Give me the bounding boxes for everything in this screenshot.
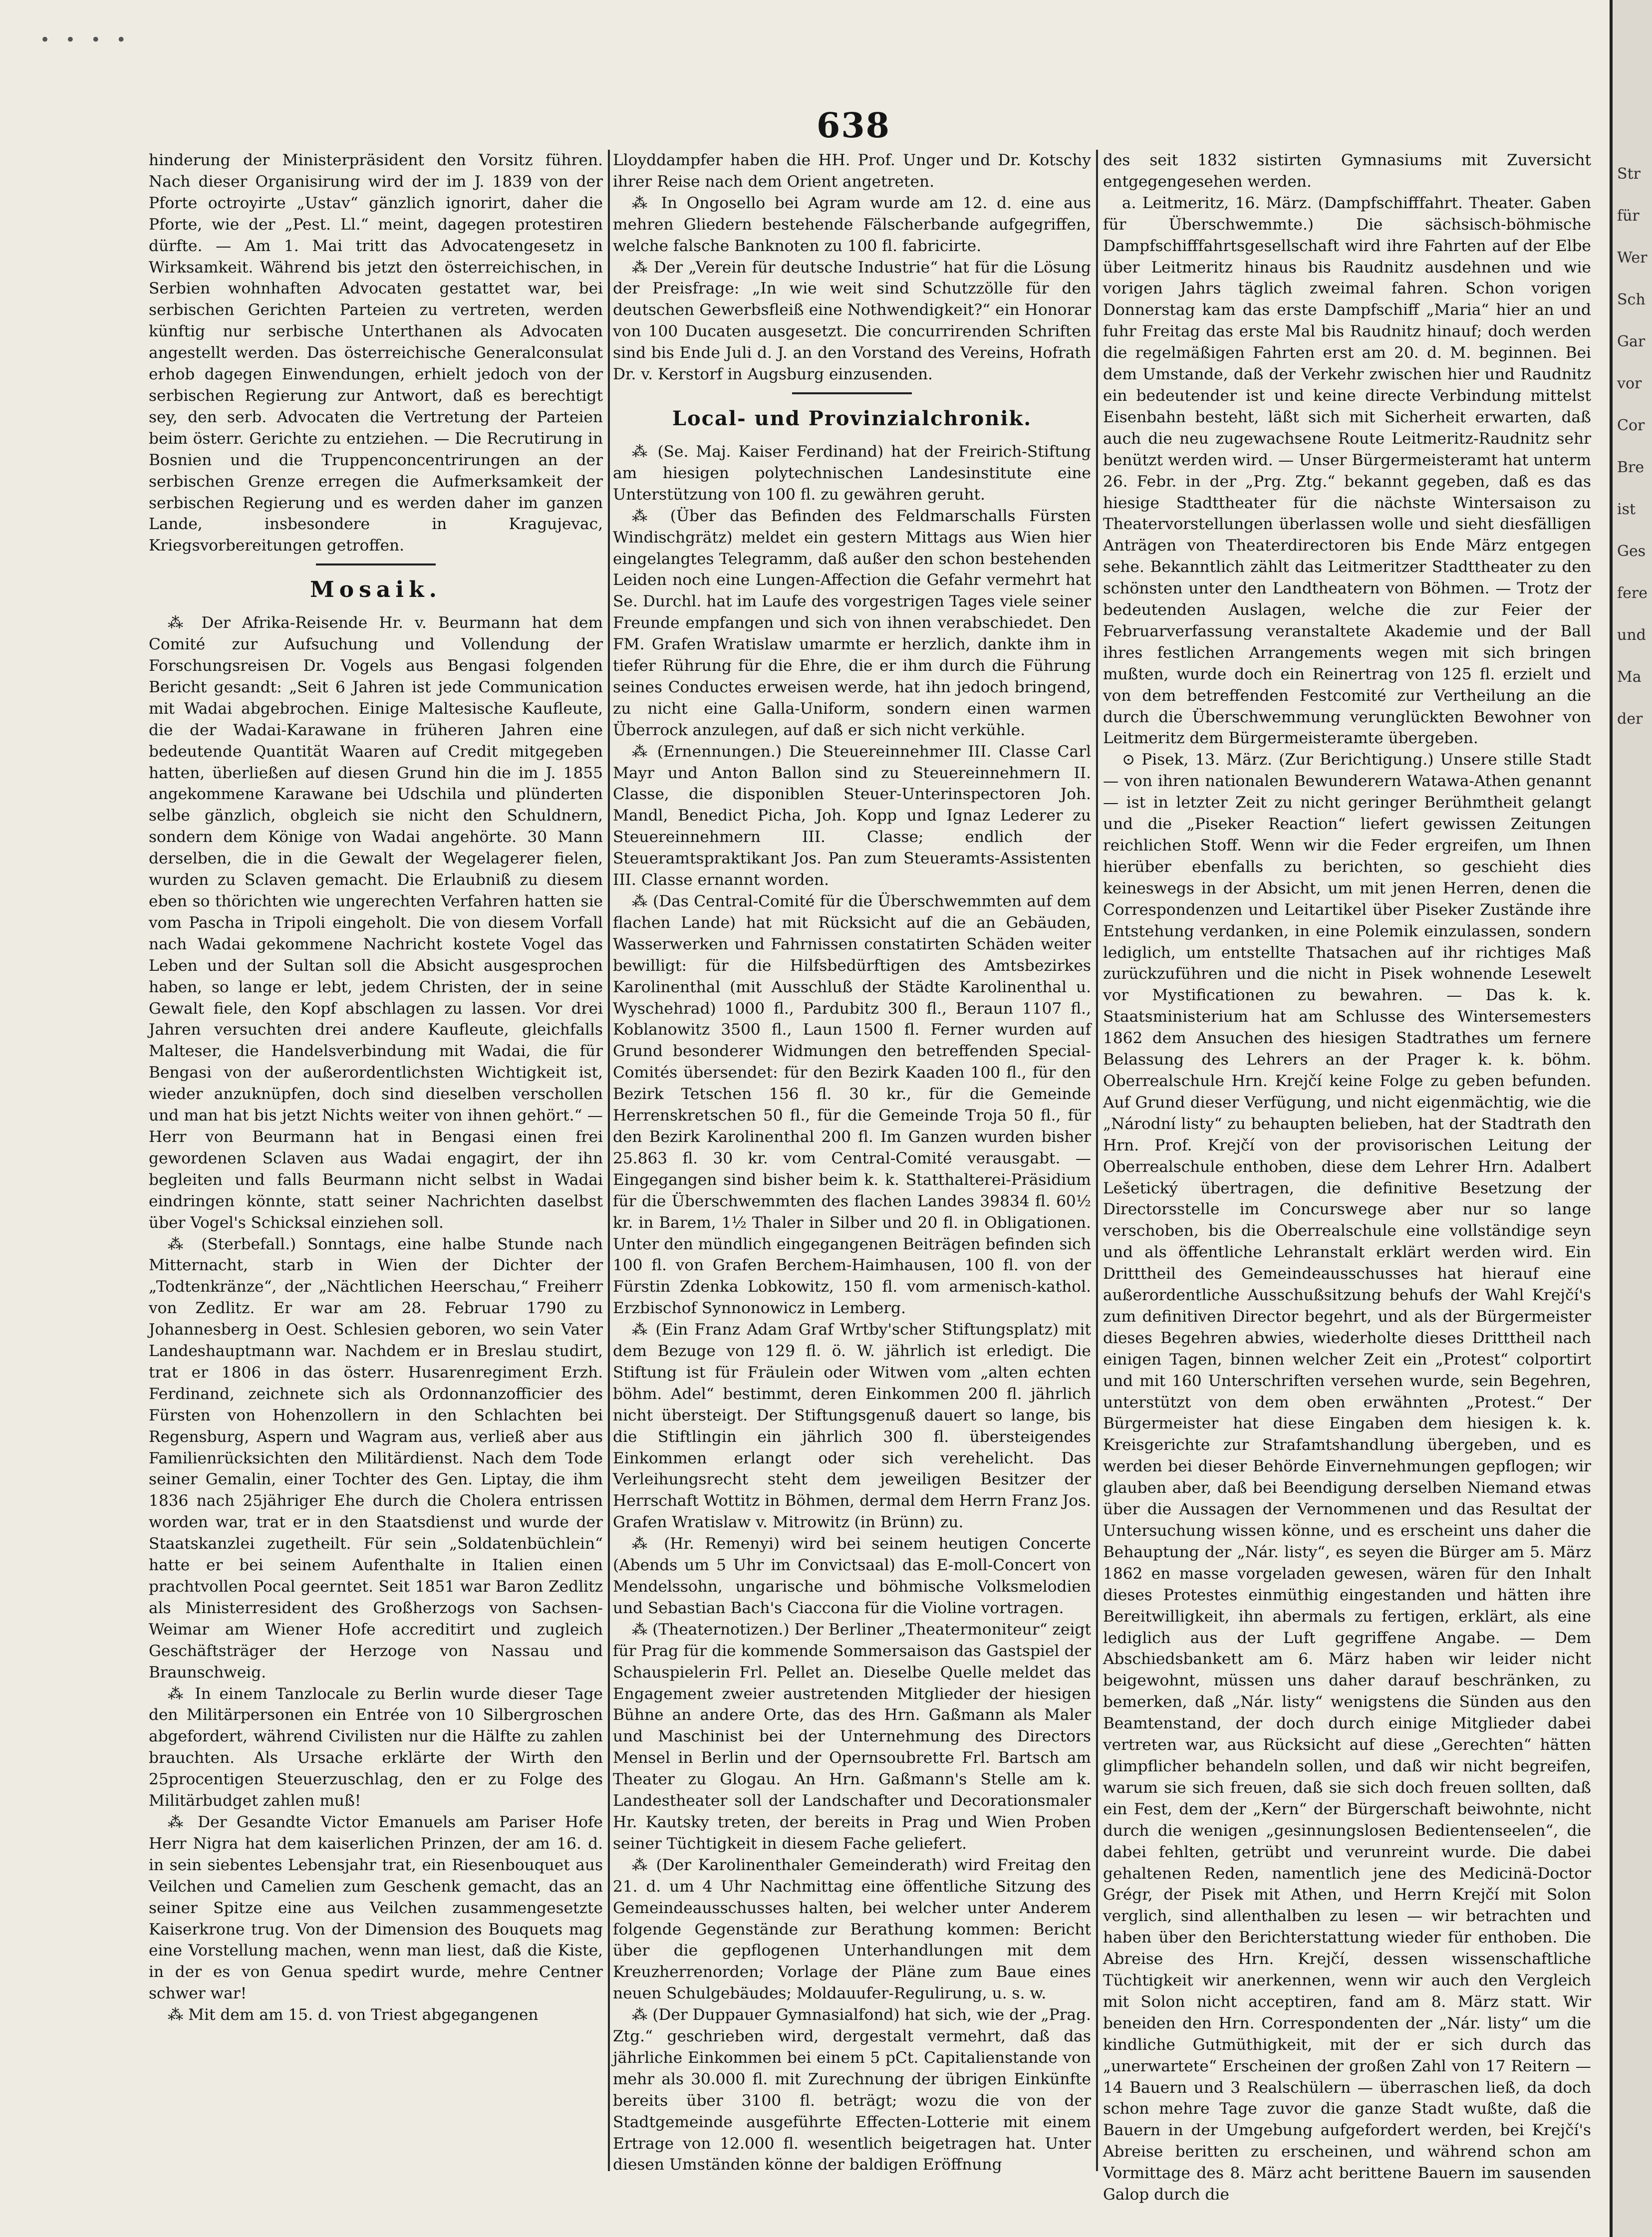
article-paragraph: ⁂ (Hr. Remenyi) wird bei seinem heutigen Concerte (Abends um 5 Uhr im Convictsaal) das E-moll-Concert von Mendelssohn, ungarische und böhmische Volksmelodien und Sebastian Bach's Ciaccona für die Violine vortragen. (613, 1535, 1091, 1617)
section-separator (316, 563, 436, 565)
article-paragraph: ⁂ In Ongosello bei Agram wurde am 12. d. eine aus mehren Gliedern bestehende Fälscherbande aufgegriffen, welche falsche Banknoten zu 100 fl. fabricirte. (613, 194, 1091, 255)
article-paragraph: ⁂ (Über das Befinden des Feldmarschalls Fürsten Windischgrätz) meldet ein gestern Mittags aus Wien hier eingelangtes Telegramm, daß außer den schon bestehenden Leiden noch eine Lungen-Affection die Gefahr vermehrt hat Se. Durchl. hat im Laufe des vorgestrigen Tages viele seiner Freunde empfangen und sich von ihnen verabschiedet. Den FM. Grafen Wratislaw umarmte er herzlich, dankte ihm in tiefer Rührung für die Ehre, die er ihm durch die Führung seines Conductes erweisen werde, hat ihn jedoch bringend, zu nicht eine Galla-Uniform, sondern einen warmen Überrock anzulegen, auf daß er sich nicht verkühle. (613, 507, 1091, 739)
article-paragraph: ⊙ Pisek, 13. März. (Zur Berichtigung.) Unsere stille Stadt — von ihren nationalen Bewunderern Watawa-Athen genannt — ist in letzter Zeit zu nicht geringer Berühmtheit gelangt und die „Piseker Reaction“ liefert gewissen Zeitungen reichlichen Stoff. Wenn wir die Feder ergreifen, um Ihnen hierüber ebenfalls zu berichten, so geschieht dies keineswegs in der Absicht, um mit jenen Herren, denen die Correspondenzen und Leitartikel über Piseker Zustände ihre Entstehung verdanken, in eine Polemik einzulassen, sondern lediglich, um entstellte Thatsachen auf ihr richtiges Maß zurückzuführen und die nicht in Pisek wohnende Lesewelt vor Mystificationen zu bewahren. — Das k. k. Staatsministerium hat am Schlusse des Wintersemesters 1862 dem Ansuchen des hiesigen Stadtrathes um fernere Belassung des Lehrers an der Prager k. k. böhm. Oberrealschule Hrn. Krejčí keine Folge zu geben befunden. Auf Grund dieser Verfügung, und nicht eigenmächtig, wie die „Národní listy“ zu behaupten belieben, hat der Stadtrath den Hrn. Prof. Krejčí von der provisorischen Leitung der Oberrealschule enthoben, diese dem Lehrer Hrn. Adalbert Lešetický übertragen, die definitive Besetzung der Directorsstelle im Concurswege aber nur so lange verschoben, bis die Oberrealschule eine vollständige seyn und als öffentliche Lehranstalt erklärt werden wird. Ein Dritttheil des Gemeindeausschusses hat hierauf eine außerordentliche Ausschußsitzung behufs der Wahl Krejčí's zum definitiven Director begehrt, und als der Bürgermeister dieses Begehren abwies, wiederholte dieses Dritttheil nach einigen Tagen, binnen welcher Zeit ein „Protest“ colportirt und mit 160 Unterschriften versehen wurde, sein Begehren, unterstützt von dem oben erwähnten „Protest.“ Der Bürgermeister hat diese Eingaben dem hiesigen k. k. Kreisgerichte zur Strafamtshandlung übergeben, und es werden bei dieser Behörde Einvernehmungen gepflogen; wir glauben aber, daß bei Beendigung derselben Niemand etwas über die Aussagen der Vernommenen und das Resultat der Untersuchung wissen könne, und es erscheint uns daher die Behauptung der „Nár. listy“, es seyen die Bürger am 5. März 1862 en masse vorgeladen gewesen, wären für den Inhalt dieses Protestes einmüthig eingestanden und hätten ihre Bereitwilligkeit, ihn abermals zu fertigen, erklärt, als eine lediglich aus der Luft gegriffene Angabe. — Dem Abschiedsbankett am 6. März haben wir leider nicht beigewohnt, müssen uns daher darauf beschränken, zu bemerken, daß „Nár. listy“ wenigstens die Sünden aus den Beamtenstand, der doch durch einige Mitglieder dabei vertreten war, aus Rücksicht auf diese „Gerechten“ hätten glimpflicher behandeln sollen, und daß wir nicht begreifen, warum sie sich freuen, daß sie sich doch freuen sollten, daß ein Fest, dem der „Kern“ der Bürgerschaft beiwohnte, nicht durch die wenigen „gesinnungslosen Bedientenseelen“, die dabei fehlten, getrübt und verunreint wurde. Die dabei gehaltenen Reden, namentlich jene des Medicinä-Doctor Grégr, der Pisek mit Athen, und Herrn Krejčí mit Solon verglich, sind allenthalben zu lesen — wir betrachten und haben über den Berichterstattung wieder für enthoben. Die Abreise des Hrn. Krejčí, dessen wissenschaftliche Tüchtigkeit wir anerkennen, wenn wir auch den Vergleich mit Solon nicht acceptiren, fand am 8. März statt. Wir beneiden den Hrn. Correspondenten der „Nár. listy“ um die kindliche Gutmüthigkeit, mit der er sich durch das „unerwartete“ Erscheinen der großen Zahl von 17 Reitern — 14 Bauern und 3 Realschülern — überraschen ließ, da doch schon mehre Tage zuvor die ganze Stadt wußte, daß die Bauern in der Umgebung aufgefordert werden, bei Krejčí's Abreise beritten zu erscheinen, und während schon am Vormittage des 8. März acht berittene Bauern im sausenden Galop durch die (1103, 751, 1591, 2204)
section-heading: Local- und Provinzialchronik. (672, 406, 1032, 430)
edge-fragment: Str (1617, 165, 1641, 183)
column-rule-1 (608, 150, 610, 2171)
article-paragraph: hinderung der Ministerpräsident den Vorsitz führen. Nach dieser Organisirung wird der im J. 1839 von der Pforte octroyirte „Ustav“ gänzlich ignorirt, daher die Pforte, wie der „Pest. Ll.“ meint, dagegen protestiren dürfte. — Am 1. Mai tritt das Advocatengesetz in Wirksamkeit. Während bis jetzt den österreichischen, in Serbien wohnhaften Advocaten gestattet war, bei serbischen Gerichten Parteien zu vertreten, werden künftig nur serbische Unterthanen als Advocaten angestellt werden. Das österreichische Generalconsulat erhob dagegen Einwendungen, erhielt jedoch von der serbischen Regierung zur Antwort, daß es berechtigt sey, den serb. Advocaten die Vertretung der Parteien beim österr. Gerichte zu entziehen. — Die Recrutirung in Bosnien und die Truppenconcentrirungen an der serbischen Grenze erregen die Aufmerksamkeit der serbischen Regierung und es werden daher im ganzen Lande, insbesondere in Kragujevac, Kriegsvorbereitungen getroffen. (149, 151, 603, 555)
article-paragraph: ⁂ (Theaternotizen.) Der Berliner „Theatermoniteur“ zeigt für Prag für die kommende Sommersaison das Gastspiel der Schauspielerin Frl. Pellet an. Dieselbe Quelle meldet das Engagement zweier austretenden Mitglieder der hiesigen Bühne an andere Orte, das des Hrn. Gaßmann als Maler und Maschinist bei der Unternehmung des Directors Mensel in Berlin und der Opernsoubrette Frl. Bartsch am Theater zu Glogau. An Hrn. Gaßmann's Stelle am k. Landestheater soll der Landschafter und Decorationsmaler Hr. Kautsky treten, der bereits in Prag und Wien Proben seiner Tüchtigkeit in diesem Fache geliefert. (613, 1620, 1091, 1853)
article-paragraph: ⁂ Der Gesandte Victor Emanuels am Pariser Hofe Herr Nigra hat dem kaiserlichen Prinzen, der am 16. d. in sein siebentes Lebensjahr trat, ein Riesenbouquet aus Veilchen und Camelien zum Geschenk gemacht, das an seiner Spitze eine aus Veilchen zusammengesetzte Kaiserkrone trug. Von der Dimension des Bouquets mag eine Vorstellung machen, wenn man liest, daß die Kiste, in der es von Genua spedirt wurde, mehre Centner schwer war! (149, 1813, 603, 2003)
edge-fragment: Bre (1617, 459, 1645, 476)
article-paragraph: ⁂ In einem Tanzlocale zu Berlin wurde dieser Tage den Militärpersonen ein Entrée von 10 Silbergroschen abgefordert, während Civilisten nur die Hälfte zu zahlen brauchten. Als Ursache erklärte der Wirth den 25procentigen Steuerzuschlag, den er zu Folge des Militärbudget zahlen muß! (149, 1684, 603, 1810)
article-paragraph: des seit 1832 sistirten Gymnasiums mit Zuversicht entgegengesehen werden. (1103, 151, 1591, 191)
article-paragraph: ⁂ (Sterbefall.) Sonntags, eine halbe Stunde nach Mitternacht, starb in Wien der Dichter der „Todtenkränze“, der „Nächtlichen Heerschau,“ Freiherr von Zedlitz. Er war am 28. Februar 1790 zu Johannesberg in Oest. Schlesien geboren, wo sein Vater Landeshauptmann war. Nachdem er in Breslau studirt, trat er 1806 in das österr. Husarenregiment Erzh. Ferdinand, zeichnete sich als Ordonnanzofficier des Fürsten von Hohenzollern in den Schlachten bei Regensburg, Aspern und Wagram aus, verließ aber aus Familienrücksichten den Militärdienst. Nach dem Tode seiner Gemalin, einer Tochter des Gen. Liptay, die ihm 1836 nach 25jähriger Ehe durch die Cholera entrissen worden war, trat er in den Staatsdienst und wurde der Staatskanzlei zugetheilt. Für sein „Soldatenbüchlein“ hatte er bei seinem Aufenthalte in Italien einen prachtvollen Pocal geerntet. Seit 1851 war Baron Zedlitz als Ministerresident des Großherzogs von Sachsen-Weimar am Wiener Hofe accreditirt und zugleich Geschäftsträger der Herzoge von Nassau und Braunschweig. (149, 1235, 603, 1681)
edge-fragment: der (1617, 710, 1643, 728)
section-separator (792, 392, 912, 394)
edge-fragment: fere (1617, 584, 1648, 602)
edge-fragment: und (1617, 626, 1646, 644)
edge-fragment: Gar (1617, 333, 1646, 350)
edge-fragment: Ges (1617, 543, 1646, 560)
edge-fragment: Cor (1617, 417, 1645, 434)
column-2 (613, 150, 1091, 2186)
column-3 (1103, 150, 1591, 2204)
edge-fragment: vor (1617, 375, 1642, 392)
article-paragraph: ⁂ (Das Central-Comité für die Überschwemmten auf dem flachen Lande) hat mit Rücksicht auf die an Gebäuden, Wasserwerken und Fahrnissen constatirten Schäden weiter bewilligt: für die Hilfsbedürftigen des Amtsbezirkes Karolinenthal (mit Ausschluß der Städte Karolinenthal u. Wyschehrad) 1000 fl., Pardubitz 300 fl., Beraun 1107 fl., Koblanowitz 3500 fl., Laun 1500 fl. Ferner wurden auf Grund besonderer Widmungen den betreffenden Special-Comités übersendet: für den Bezirk Kaaden 100 fl., für den Bezirk Tetschen 156 fl. 30 kr., für die Gemeinde Herrenskretschen 50 fl., für die Gemeinde Troja 50 fl., für den Bezirk Karolinenthal 200 fl. Im Ganzen wurden bisher 25.863 fl. 30 kr. vom Central-Comité verausgabt. — Eingegangen sind bisher beim k. k. Statthalterei-Präsidium für die Überschwemmten des flachen Landes 39834 fl. 60½ kr. in Barem, 1½ Thaler in Silber und 20 fl. in Obligationen. Unter den mündlich eingegangenen Beiträgen befinden sich 100 fl. von Grafen Berchem-Haimhausen, 100 fl. von der Fürstin Zdenka Lobkowitz, 150 fl. vom armenisch-kathol. Erzbischof Synnonowicz in Lemberg. (613, 892, 1091, 1318)
article-paragraph: ⁂ Der „Verein für deutsche Industrie“ hat für die Lösung der Preisfrage: „In wie weit sind Schutzzölle für den deutschen Gewerbsfleiß eine Nothwendigkeit?“ ein Honorar von 100 Ducaten ausgesetzt. Die concurrirenden Schriften sind bis Ende Juli d. J. an den Vorstand des Vereins, Hofrath Dr. v. Kerstorf in Augsburg einzusenden. (613, 258, 1091, 384)
article-paragraph: ⁂ (Der Duppauer Gymnasialfond) hat sich, wie der „Prag. Ztg.“ geschrieben wird, dergestalt vermehrt, daß das jährliche Einkommen bei einem 5 pCt. Capitalienstande von mehr als 30.000 fl. mit Zurechnung der übrigen Einkünfte bereits über 3100 fl. beträgt; wozu die von der Stadtgemeinde ausgeführte Effecten-Lotterie mit einem Ertrage von 12.000 fl. wesentlich beigetragen hat. Unter diesen Umständen könne der baldigen Eröffnung (613, 2006, 1091, 2174)
article-paragraph: a. Leitmeritz, 16. März. (Dampfschifffahrt. Theater. Gaben für Überschwemmte.) Die sächsisch-böhmische Dampfschifffahrtsgesellschaft wird ihre Fahrten auf der Elbe über Leitmeritz hinaus bis Raudnitz ausdehnen und wie vorigen Jahrs täglich zweimal fahren. Schon vorigen Donnerstag kam das erste Dampfschiff „Maria“ hier an und fuhr Freitag das erste Mal bis Raudnitz hinauf; doch werden die regelmäßigen Fahrten erst am 20. d. M. beginnen. Bei dem Umstande, daß der Verkehr zwischen hier und Raudnitz ein bedeutender ist und keine directe Verbindung mittelst Eisenbahn besteht, läßt sich mit Sicherheit erwarten, daß auch die neu zugewachsene Route Leitmeritz-Raudnitz sehr benützt werden wird. — Unser Bürgermeisteramt hat unterm 26. Febr. in der „Prg. Ztg.“ bekannt gegeben, daß es das hiesige Stadttheater für die nächste Wintersaison zu Theatervorstellungen überlassen wolle und sieht diesfälligen Anträgen von Theaterdirectoren bis Ende März entgegen sehe. Bekanntlich zählt das Leitmeritzer Stadttheater zu den schönsten unter den Landtheatern von Böhmen. — Trotz der bedeutenden Auslagen, welche die zur Feier der Februarverfassung veranstaltete Akademie und der Ball ihres festlichen Arrangements wegen mit sich bringen mußten, wurde doch ein Reinertrag von 125 fl. erzielt und von dem betreffenden Festcomité zur Vertheilung an die durch die Überschwemmung verunglückten Bewohner von Leitmeritz dem Bürgermeisteramte übergeben. (1103, 194, 1591, 748)
page-number: 638 (817, 106, 890, 146)
edge-fragment: Sch (1617, 291, 1646, 308)
article-paragraph: ⁂ Mit dem am 15. d. von Triest abgegangenen (168, 2006, 539, 2024)
adjacent-page-fragments (1617, 165, 1647, 752)
top-specks: • • • • (40, 30, 131, 50)
article-paragraph: ⁂ Der Afrika-Reisende Hr. v. Beurmann hat dem Comité zur Aufsuchung und Vollendung der Forschungsreisen Dr. Vogels aus Bengasi folgenden Bericht gesandt: „Seit 6 Jahren ist jede Communication mit Wadai abgebrochen. Einige Maltesische Kaufleute, die der Wadai-Karawane in früheren Jahren eine bedeutende Quantität Waaren auf Credit mitgegeben hatten, überließen auf diesen Grund hin die im J. 1855 angekommene Karawane bei Udschila und plünderten selbe gänzlich, obgleich sie nicht den Schuldnern, sondern dem Könige von Wadai angehörte. 30 Mann derselben, die in die Gewalt der Wegelagerer fielen, wurden zu Sclaven gemacht. Die Erlaubniß zu diesem eben so thörichten wie ungerechten Verfahren hatten sie vom Pascha in Tripoli eingeholt. Die von diesem Vorfall nach Wadai gekommene Nachricht kostete Vogel das Leben und der Sultan soll die Absicht ausgesprochen haben, so lange er lebt, jedem Christen, der in seine Gewalt fiele, den Kopf abschlagen zu lassen. Vor drei Jahren versuchten drei andere Kaufleute, gleichfalls Malteser, die Handelsverbindung mit Wadai, die für Bengasi von der außerordentlichsten Wichtigkeit ist, wieder anzuknüpfen, doch sind dieselben verschollen und man hat bis jetzt Nichts weiter von ihnen gehört.“ — Herr von Beurmann hat in Bengasi einen frei gewordenen Sclaven aus Wadai engagirt, der ihn begleiten und falls Beurmann nicht selbst in Wadai eindringen könnte, statt seiner Nachrichten daselbst über Vogel's Schicksal einziehen soll. (149, 614, 603, 1232)
edge-fragment: für (1617, 207, 1640, 225)
article-paragraph: Lloyddampfer haben die HH. Prof. Unger und Dr. Kotschy ihrer Reise nach dem Orient angetreten. (613, 151, 1091, 191)
article-paragraph: ⁂ (Ernennungen.) Die Steuereinnehmer III. Classe Carl Mayr und Anton Ballon sind zu Steuereinnehmern II. Classe, die disponiblen Steuer-Unterinspectoren Joh. Mandl, Benedict Picha, Joh. Kopp und Ignaz Lederer zu Steuereinnehmern III. Classe; endlich der Steueramtspraktikant Jos. Pan zum Steueramts-Assistenten III. Classe ernannt worden. (613, 742, 1091, 889)
edge-fragment: Ma (1617, 668, 1642, 686)
edge-fragment: ist (1617, 501, 1636, 518)
article-paragraph: ⁂ (Der Karolinenthaler Gemeinderath) wird Freitag den 21. d. um 4 Uhr Nachmittag eine öffentliche Sitzung des Gemeindeausschusses halten, bei welcher unter Anderem folgende Gegenstände zur Berathung kommen: Bericht über die gepflogenen Unterhandlungen mit dem Kreuzherrenorden; Vorlage der Pläne zum Baue eines neuen Schulgebäudes; Moldauufer-Regulirung, u. s. w. (613, 1856, 1091, 2003)
column-rule-2 (1096, 150, 1098, 2171)
article-paragraph: ⁂ (Ein Franz Adam Graf Wrtby'scher Stiftungsplatz) mit dem Bezuge von 129 fl. ö. W. jährlich ist erledigt. Die Stiftung ist für Fräulein oder Witwen vom „alten echten böhm. Adel“ bestimmt, deren Einkommen 200 fl. jährlich nicht übersteigt. Der Stiftungsgenuß dauert so lange, bis die Stiftlingin ein jährlich 300 fl. übersteigendes Einkommen erlangt oder sich verehelicht. Das Verleihungsrecht steht dem jeweiligen Besitzer der Herrschaft Wottitz in Böhmen, dermal dem Herrn Franz Jos. Grafen Wratislaw v. Mitrowitz (in Brünn) zu. (613, 1321, 1091, 1532)
edge-fragment: Wer (1617, 249, 1648, 267)
column-1 (149, 150, 603, 2186)
section-heading: Mosaik. (310, 577, 442, 603)
article-paragraph: ⁂ (Se. Maj. Kaiser Ferdinand) hat der Freirich-Stiftung am hiesigen polytechnischen Landesinstitute eine Unterstützung von 100 fl. zu gewähren geruht. (613, 442, 1091, 504)
